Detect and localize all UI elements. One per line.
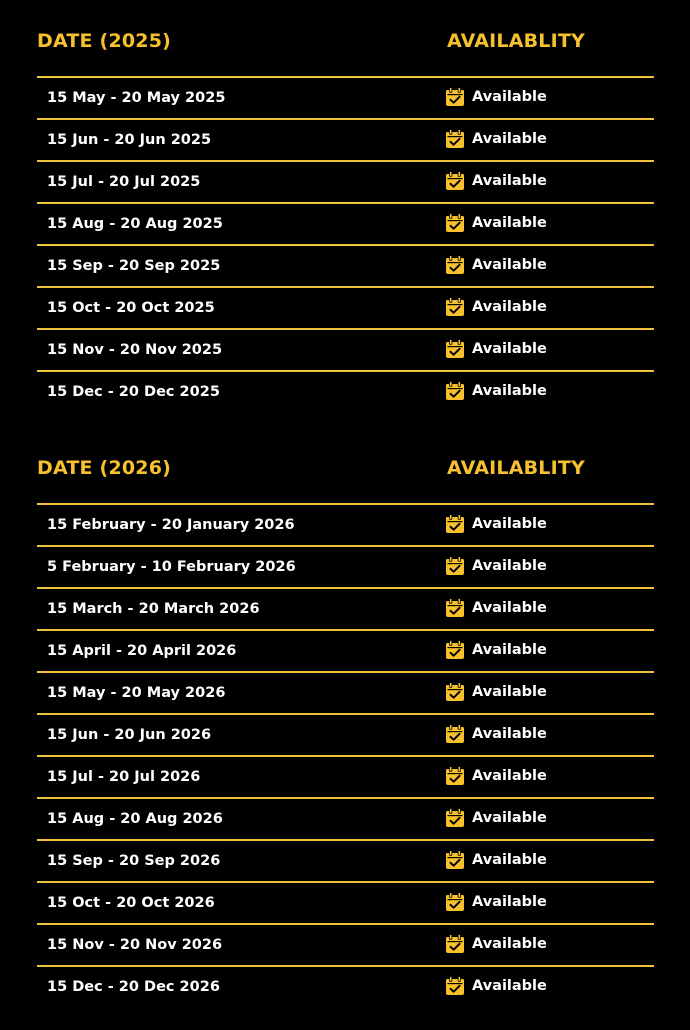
calendar-check-icon [445,556,465,576]
availability-status [445,556,547,576]
status-label: Available [472,215,547,231]
status-label: Available [472,768,547,784]
availability-status [445,808,547,828]
calendar-check-icon [445,255,465,275]
table-row [37,757,654,799]
calendar-check-icon [445,724,465,744]
calendar-check-icon [445,171,465,191]
status-label: Available [472,642,547,658]
date-range: 15 Jul - 20 Jul 2025 [47,174,201,190]
availability-status [445,171,547,191]
calendar-check-icon [445,213,465,233]
availability-column-header: AVAILABLITY [447,30,585,52]
status-label: Available [472,173,547,189]
status-label: Available [472,341,547,357]
status-label: Available [472,726,547,742]
date-range: 15 Nov - 20 Nov 2026 [47,937,223,953]
availability-status [445,640,547,660]
date-range: 15 Jun - 20 Jun 2026 [47,727,212,743]
status-label: Available [472,600,547,616]
calendar-check-icon [445,934,465,954]
calendar-check-icon [445,381,465,401]
status-label: Available [472,978,547,994]
calendar-check-icon [445,339,465,359]
calendar-check-icon [445,514,465,534]
availability-status [445,339,547,359]
date-range: 15 February - 20 January 2026 [47,517,295,533]
availability-status [445,213,547,233]
date-range: 15 Jun - 20 Jun 2025 [47,132,212,148]
table-header [37,453,654,505]
calendar-check-icon [445,976,465,996]
table-row [37,246,654,288]
availability-table-2025 [37,26,654,412]
date-range: 15 Aug - 20 Aug 2026 [47,811,223,827]
table-row [37,841,654,883]
calendar-check-icon [445,808,465,828]
calendar-check-icon [445,766,465,786]
date-range: 15 March - 20 March 2026 [47,601,260,617]
table-row [37,204,654,246]
status-label: Available [472,131,547,147]
date-range: 15 Aug - 20 Aug 2025 [47,216,223,232]
table-row [37,120,654,162]
status-label: Available [472,383,547,399]
calendar-check-icon [445,640,465,660]
date-range: 15 Jul - 20 Jul 2026 [47,769,201,785]
table-row [37,547,654,589]
date-range: 15 Oct - 20 Oct 2025 [47,300,215,316]
date-list [37,78,654,412]
table-header [37,26,654,78]
table-row [37,799,654,841]
date-range: 15 Sep - 20 Sep 2025 [47,258,221,274]
status-label: Available [472,810,547,826]
availability-status [445,934,547,954]
status-label: Available [472,852,547,868]
calendar-check-icon [445,892,465,912]
date-range: 5 February - 10 February 2026 [47,559,296,575]
table-row [37,589,654,631]
table-row [37,162,654,204]
date-range: 15 May - 20 May 2026 [47,685,226,701]
date-column-header: DATE (2025) [37,30,172,52]
status-label: Available [472,558,547,574]
availability-status [445,724,547,744]
date-range: 15 Sep - 20 Sep 2026 [47,853,221,869]
table-row [37,925,654,967]
table-row [37,505,654,547]
date-range: 15 April - 20 April 2026 [47,643,237,659]
availability-status [445,892,547,912]
availability-status [445,255,547,275]
calendar-check-icon [445,598,465,618]
availability-status [445,850,547,870]
date-range: 15 Nov - 20 Nov 2025 [47,342,223,358]
status-label: Available [472,894,547,910]
calendar-check-icon [445,297,465,317]
date-range: 15 Dec - 20 Dec 2025 [47,384,220,400]
table-row [37,288,654,330]
status-label: Available [472,299,547,315]
availability-status [445,976,547,996]
availability-column-header: AVAILABLITY [447,457,585,479]
availability-status [445,297,547,317]
table-row [37,78,654,120]
date-list [37,505,654,1007]
availability-status [445,766,547,786]
table-row [37,715,654,757]
date-range: 15 Oct - 20 Oct 2026 [47,895,215,911]
calendar-check-icon [445,87,465,107]
status-label: Available [472,516,547,532]
status-label: Available [472,257,547,273]
date-range: 15 Dec - 20 Dec 2026 [47,979,220,995]
availability-status [445,129,547,149]
table-row [37,967,654,1007]
availability-status [445,514,547,534]
availability-status [445,598,547,618]
availability-status [445,87,547,107]
table-row [37,372,654,412]
calendar-check-icon [445,129,465,149]
date-range: 15 May - 20 May 2025 [47,90,226,106]
status-label: Available [472,936,547,952]
calendar-check-icon [445,850,465,870]
status-label: Available [472,684,547,700]
calendar-check-icon [445,682,465,702]
table-row [37,673,654,715]
status-label: Available [472,89,547,105]
date-column-header: DATE (2026) [37,457,172,479]
table-row [37,883,654,925]
availability-status [445,381,547,401]
availability-table-2026 [37,453,654,1007]
table-row [37,631,654,673]
availability-status [445,682,547,702]
table-row [37,330,654,372]
